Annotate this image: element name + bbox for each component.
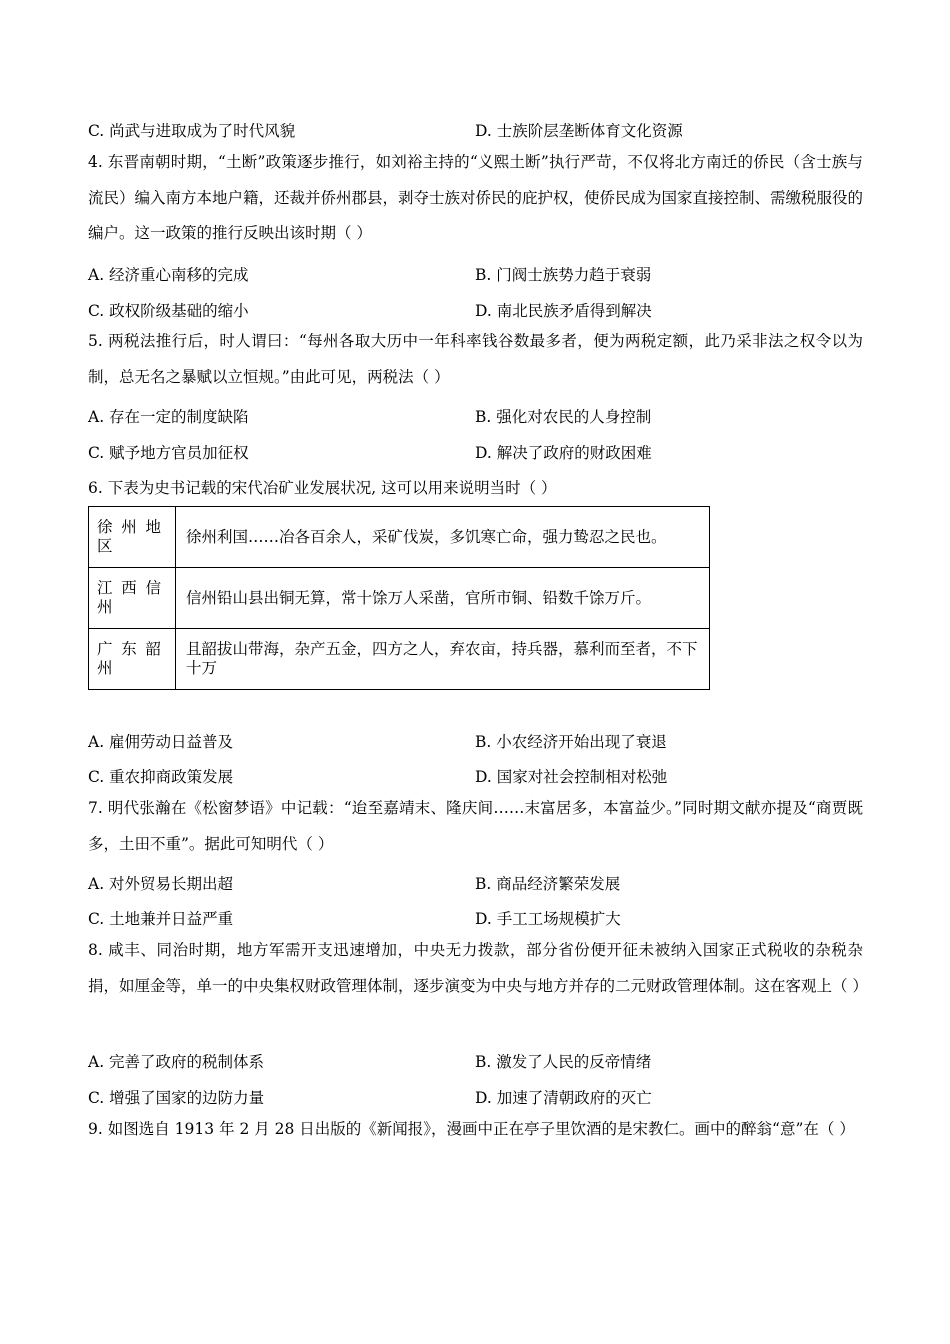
question-6-table (88, 506, 710, 690)
table-row (89, 507, 710, 568)
question-4-option-a: A. 经济重心南移的完成 (88, 266, 249, 284)
question-5-option-d: D. 解决了政府的财政困难 (475, 444, 652, 462)
question-7-option-b: B. 商品经济繁荣发展 (475, 875, 621, 893)
question-8-stem: 8. 咸丰、同治时期，地方军需开支迅速增加，中央无力拨款，部分省份便开征未被纳入国家正式税收的杂税杂捐，如厘金等，单一的中央集权财政管理体制，逐步演变为中央与地方并存的二元财政管理体制。这在客观上（ ） (88, 941, 868, 995)
table-cell-region: 江西信州 (89, 568, 176, 629)
prev-option-d: D. 士族阶层垄断体育文化资源 (475, 122, 683, 140)
question-5-option-b: B. 强化对农民的人身控制 (475, 408, 652, 426)
question-6-option-b: B. 小农经济开始出现了衰退 (475, 733, 667, 751)
question-4-stem: 4. 东晋南朝时期，“土断”政策逐步推行，如刘裕主持的“义熙土断”执行严苛，不仅将北方南迁的侨民（含士族与流民）编入南方本地户籍，还裁并侨州郡县，剥夺士族对侨民的庇护权，使侨民成为国家直接控制、需缴税服役的编户。这一政策的推行反映出该时期（ ） (88, 153, 864, 242)
question-7-stem: 7. 明代张瀚在《松窗梦语》中记载：“迨至嘉靖末、隆庆间……末富居多，本富益少。”同时期文献亦提及“商贾既多，土田不重”。据此可知明代（ ） (88, 799, 863, 853)
question-8-option-a: A. 完善了政府的税制体系 (88, 1053, 265, 1071)
question-4-option-b: B. 门阀士族势力趋于衰弱 (475, 266, 652, 284)
question-7-option-a: A. 对外贸易长期出超 (88, 875, 234, 893)
question-6-stem: 6. 下表为史书记载的宋代冶矿业发展状况, 这可以用来说明当时（ ） (88, 479, 557, 497)
table-cell-region: 徐州地区 (89, 507, 176, 568)
question-4-option-c: C. 政权阶级基础的缩小 (88, 302, 249, 320)
question-6-option-c: C. 重农抑商政策发展 (88, 768, 234, 786)
table-cell-content: 徐州利国……冶各百余人，采矿伐炭，多饥寒亡命，强力鸷忍之民也。 (176, 507, 710, 568)
question-9-stem: 9. 如图选自 1913 年 2 月 28 日出版的《新闻报》，漫画中正在亭子里饮酒的是宋教仁。画中的醉翁“意”在（ ） (88, 1120, 855, 1138)
question-8-option-b: B. 激发了人民的反帝情绪 (475, 1053, 652, 1071)
question-5-option-c: C. 赋予地方官员加征权 (88, 444, 249, 462)
question-8-option-c: C. 增强了国家的边防力量 (88, 1089, 265, 1107)
question-4-option-d: D. 南北民族矛盾得到解决 (475, 302, 652, 320)
question-7-option-d: D. 手工工场规模扩大 (475, 910, 621, 928)
question-5-stem: 5. 两税法推行后，时人谓曰：“每州各取大历中一年科率钱谷数最多者，便为两税定额，此乃采非法之权令以为制，总无名之暴赋以立恒规。”由此可见，两税法（ ） (88, 332, 863, 386)
table-cell-content: 且韶拔山带海，杂产五金，四方之人，弃农亩，持兵器，慕利而至者，不下十万 (176, 629, 710, 690)
table-row (89, 568, 710, 629)
table-cell-region: 广东韶州 (89, 629, 176, 690)
question-7-option-c: C. 土地兼并日益严重 (88, 910, 234, 928)
prev-option-c: C. 尚武与进取成为了时代风貌 (88, 122, 296, 140)
table-row (89, 629, 710, 690)
table-cell-content: 信州铅山县出铜无算，常十馀万人采凿，官所市铜、铅数千馀万斤。 (176, 568, 710, 629)
question-6-option-a: A. 雇佣劳动日益普及 (88, 733, 234, 751)
question-5-option-a: A. 存在一定的制度缺陷 (88, 408, 249, 426)
question-8-option-d: D. 加速了清朝政府的灭亡 (475, 1089, 652, 1107)
question-6-option-d: D. 国家对社会控制相对松弛 (475, 768, 668, 786)
